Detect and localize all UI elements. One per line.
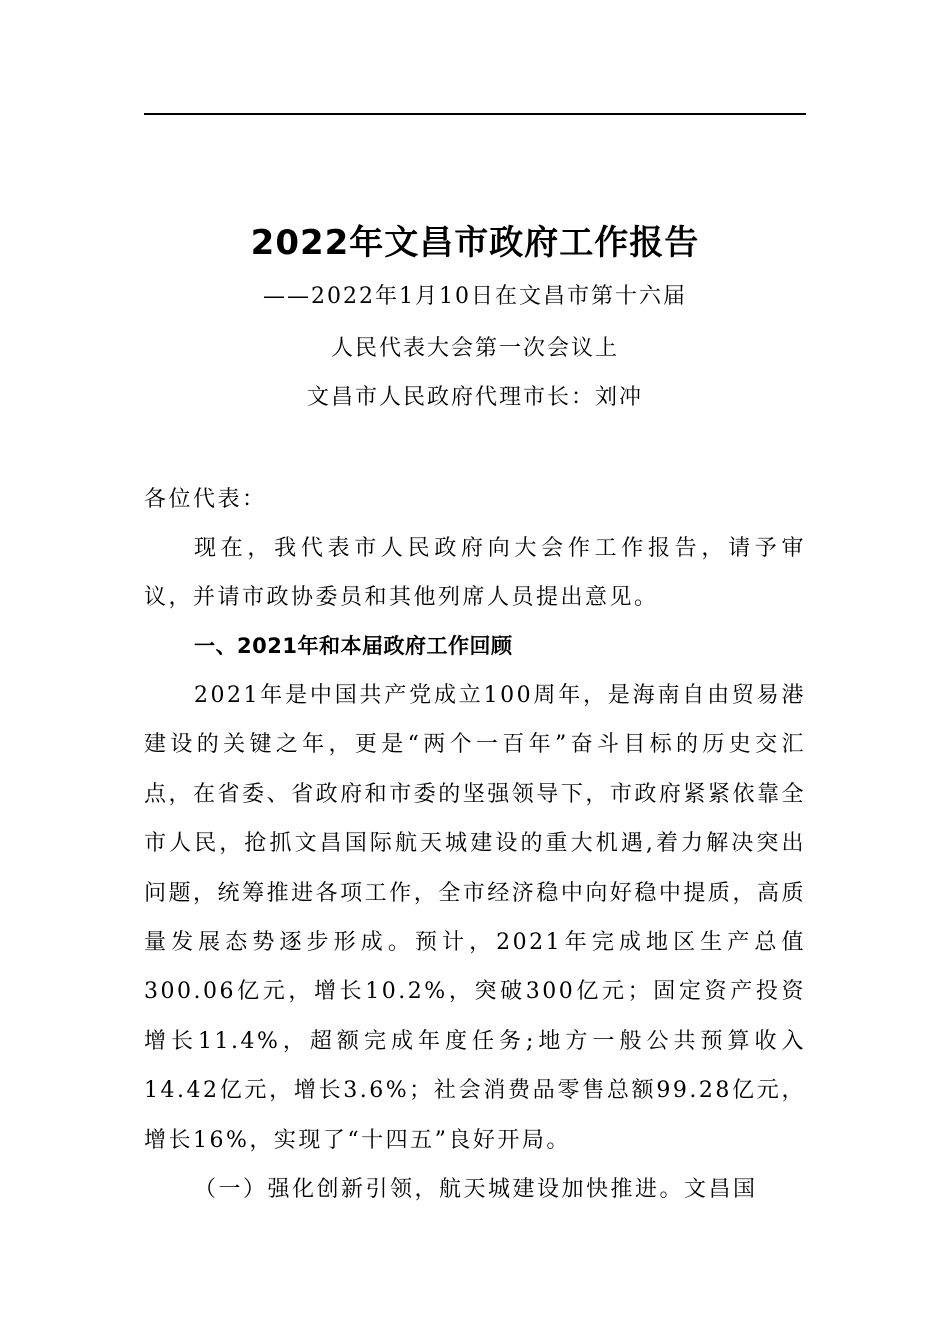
document-title: 2022年文昌市政府工作报告 bbox=[250, 223, 700, 263]
paragraph-intro: 现在，我代表市人民政府向大会作工作报告，请予审议，并请市政协委员和其他列席人员提出意见。 bbox=[144, 536, 806, 611]
subtitle-session-line: 人民代表大会第一次会议上 bbox=[330, 336, 619, 361]
subtitle-date-line: ——2022年1月10日在文昌市第十六届 bbox=[263, 284, 687, 309]
header-rule bbox=[144, 113, 806, 115]
paragraph-innovation: （一）强化创新引领，航天城建设加快推进。文昌国 bbox=[194, 1177, 758, 1202]
paragraph-2021-review: 2021年是中国共产党成立100周年，是海南自由贸易港建设的关键之年，更是“两个一百年”奋斗目标的历史交汇点，在省委、省政府和市委的坚强领导下，市政府紧紧依靠全市人民，抢抓文昌国际航天城建设的重大机遇,着力解决突出问题，统筹推进各项工作，全市经济稳中向好稳中提质，高质量发展态势逐步形成。预计，2021年完成地区生产总值300.06亿元，增长10.2%，突破300亿元；固定资产投资增长11.4%，超额完成年度任务;地方一般公共预算收入14.42亿元，增长3.6%；社会消费品零售总额99.28亿元，增长16%，实现了“十四五”良好开局。 bbox=[144, 683, 806, 1153]
subtitle-speaker-line: 文昌市人民政府代理市长：刘冲 bbox=[306, 385, 643, 410]
section-heading-review: 一、2021年和本届政府工作回顾 bbox=[194, 634, 513, 658]
salutation: 各位代表： bbox=[144, 487, 267, 512]
